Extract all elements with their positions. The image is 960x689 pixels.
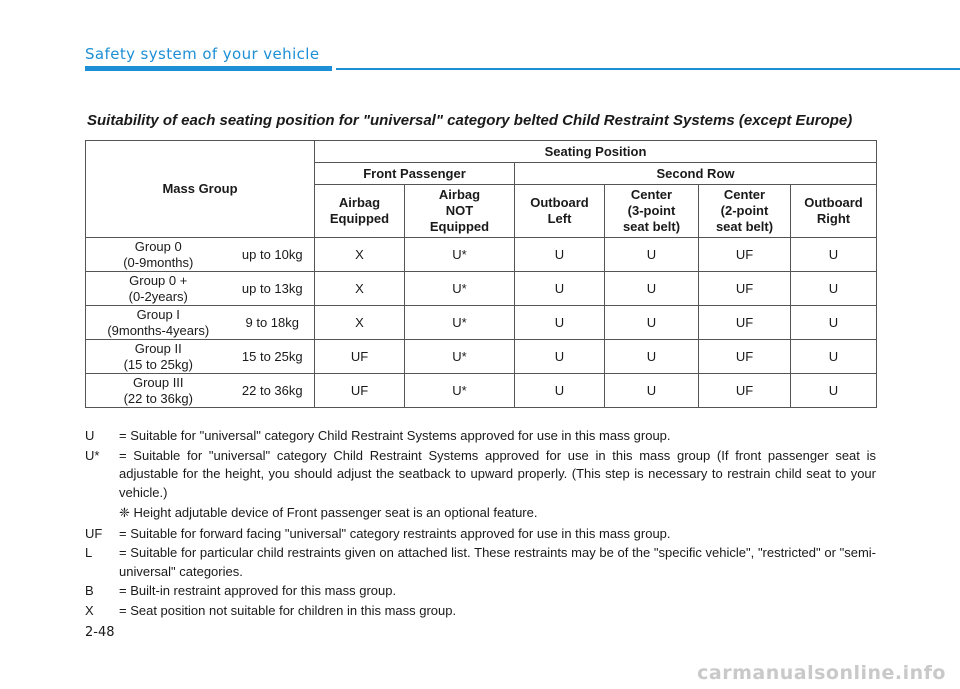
footnotes: [85, 427, 876, 621]
table-cell: U: [515, 374, 605, 408]
table-row: [86, 340, 877, 374]
header-rule-thick: [85, 66, 332, 71]
watermark: carmanualsonline.info: [697, 662, 946, 684]
section-title: Safety system of your vehicle: [85, 45, 320, 63]
table-cell: U: [791, 238, 877, 272]
table-cell: UF: [699, 272, 791, 306]
footnote-text: = Seat position not suitable for children in this mass group.: [119, 602, 457, 618]
mass-cell: 15 to 25kg: [231, 340, 315, 374]
table-cell: UF: [699, 306, 791, 340]
col-header-outboard-left: Outboard Left: [515, 185, 605, 238]
table-cell: U: [791, 374, 877, 408]
table-cell: U*: [405, 238, 515, 272]
table-cell: U: [515, 272, 605, 306]
col-header-center-3point: Center (3-point seat belt): [605, 185, 699, 238]
mass-cell: 22 to 36kg: [231, 374, 315, 408]
group-cell: Group I (9months-4years): [86, 306, 231, 340]
table-cell: UF: [315, 340, 405, 374]
footnote-code: U*: [85, 447, 100, 463]
footnote-code: U: [85, 428, 95, 443]
table-cell: U: [791, 306, 877, 340]
table-cell: U: [605, 306, 699, 340]
table-cell: U*: [405, 272, 515, 306]
table-row: [86, 374, 877, 408]
table-cell: U: [605, 272, 699, 306]
table-cell: UF: [699, 374, 791, 408]
header-rule-thin: [336, 68, 960, 70]
table-row: [86, 306, 877, 340]
table-cell: U: [515, 306, 605, 340]
front-passenger-header: Front Passenger: [315, 163, 515, 185]
seating-position-header: Seating Position: [315, 141, 877, 163]
table-cell: U: [791, 340, 877, 374]
footnote-note: ❈ Height adjutable device of Front passenger seat is an optional feature.: [119, 505, 538, 520]
table-heading: Suitability of each seating position for "universal" category belted Child Restraint Systems (except Europe): [87, 112, 853, 129]
second-row-header: Second Row: [515, 163, 877, 185]
suitability-table: [85, 140, 877, 408]
footnote-u-star: [85, 447, 876, 503]
table-row: [86, 272, 877, 306]
table-cell: UF: [699, 340, 791, 374]
table-cell: U*: [405, 340, 515, 374]
table-cell: X: [315, 238, 405, 272]
footnote-code: X: [85, 602, 94, 618]
mass-cell: 9 to 18kg: [231, 306, 315, 340]
col-header-center-2point: Center (2-point seat belt): [699, 185, 791, 238]
footnote-code: B: [85, 583, 94, 598]
col-header-airbag-not-equipped: Airbag NOT Equipped: [405, 185, 515, 238]
table-row: [86, 238, 877, 272]
footnote-u: [85, 427, 876, 446]
table-cell: U: [605, 340, 699, 374]
table-cell: U*: [405, 306, 515, 340]
col-header-outboard-right: Outboard Right: [791, 185, 877, 238]
footnote-l: [85, 544, 876, 581]
mass-group-header: Mass Group: [86, 141, 315, 238]
footnote-text: = Suitable for "universal" category Child Restraint Systems approved for use in this mass group.: [119, 428, 671, 443]
mass-cell: up to 10kg: [231, 238, 315, 272]
footnote-code: UF: [85, 525, 103, 541]
table-cell: U: [605, 238, 699, 272]
mass-cell: up to 13kg: [231, 272, 315, 306]
table-cell: U: [791, 272, 877, 306]
group-cell: Group II (15 to 25kg): [86, 340, 231, 374]
table-cell: X: [315, 272, 405, 306]
table-cell: U: [515, 238, 605, 272]
footnote-text: = Suitable for particular child restraints given on attached list. These restraints may be of the "specific vehicle", "restricted" or "semi-universal" categories.: [119, 545, 876, 579]
table-cell: UF: [699, 238, 791, 272]
footnote-text: = Suitable for forward facing "universal" category restraints approved for use in this mass group.: [119, 525, 671, 541]
table-cell: U*: [405, 374, 515, 408]
group-cell: Group 0 + (0-2years): [86, 272, 231, 306]
footnote-text: = Suitable for "universal" category Child Restraint Systems approved for use in this mass group (If front passenger seat is adjustable for the height, you should adjust the seatback to upward properly. (This step is necessary to restrain child seat to your vehicle.): [119, 447, 876, 500]
group-cell: Group 0 (0-9months): [86, 238, 231, 272]
col-header-airbag-equipped: Airbag Equipped: [315, 185, 405, 238]
table-cell: U: [605, 374, 699, 408]
footnote-b: [85, 582, 876, 601]
footnote-code: L: [85, 545, 93, 560]
page-number: 2-48: [85, 625, 115, 640]
group-cell: Group III (22 to 36kg): [86, 374, 231, 408]
footnote-x: [85, 602, 876, 621]
footnote-text: = Built-in restraint approved for this mass group.: [119, 583, 397, 598]
table-cell: UF: [315, 374, 405, 408]
table-cell: X: [315, 306, 405, 340]
table-cell: U: [515, 340, 605, 374]
footnote-uf: [85, 525, 876, 544]
